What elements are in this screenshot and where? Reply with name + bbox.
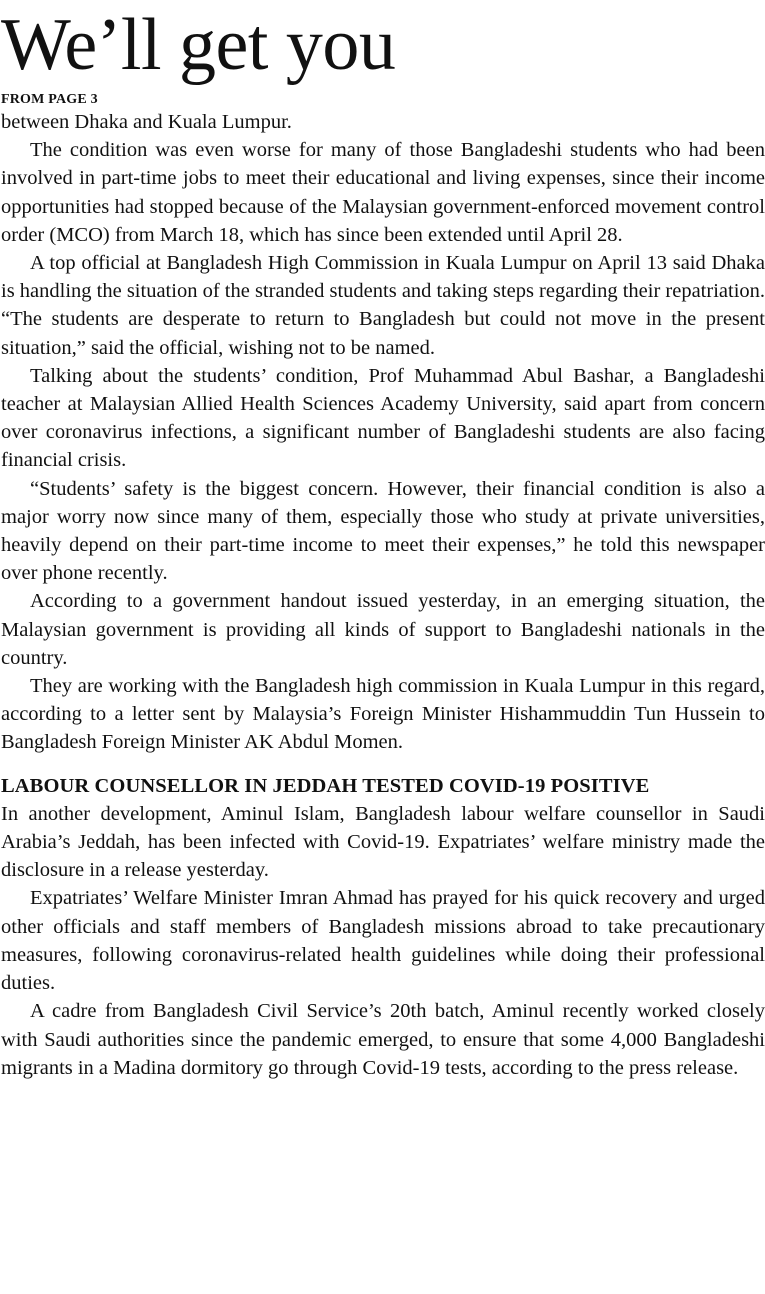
section-body — [1, 800, 765, 1082]
paragraph: “Students’ safety is the biggest concern. However, their financial condition is also a major worry now since many of them, especially those who study at private universities, heavily depend on their part-time income to meet their expenses,” he told this newspaper over phone recently. — [1, 477, 765, 585]
paragraph: Talking about the students’ condition, Prof Muhammad Abul Bashar, a Bangladeshi teacher at Malaysian Allied Health Sciences Academy University, said apart from concern over coronavirus infections, a significant number of Bangladeshi students are also facing financial crisis. — [1, 364, 765, 472]
paragraph: A cadre from Bangladesh Civil Service’s 20th batch, Aminul recently worked closely with Saudi authorities since the pandemic emerged, to ensure that some 4,000 Bangladeshi migrants in a Madina dormitory go through Covid-19 tests, according to the press release. — [1, 1000, 765, 1079]
article-body — [1, 108, 765, 757]
paragraph: According to a government handout issued yesterday, in an emerging situation, the Malaysian government is providing all kinds of support to Bangladeshi nationals in the country. — [1, 590, 765, 669]
paragraph: Expatriates’ Welfare Minister Imran Ahmad has prayed for his quick recovery and urged other officials and staff members of Bangladesh missions abroad to take precautionary measures, following coronavirus-related health guidelines while doing their professional duties. — [1, 887, 765, 995]
paragraph: A top official at Bangladesh High Commission in Kuala Lumpur on April 13 said Dhaka is handling the situation of the stranded students and taking steps regarding their repatriation. “The students are desperate to return to Bangladesh but could not move in the present situation,” said the official, wishing not to be named. — [1, 252, 765, 359]
paragraph: between Dhaka and Kuala Lumpur. — [1, 111, 292, 133]
paragraph: They are working with the Bangladesh high commission in Kuala Lumpur in this regard, according to a letter sent by Malaysia’s Foreign Minister Hishammuddin Tun Hussein to Bangladesh Foreign Minister AK Abdul Momen. — [1, 675, 765, 754]
paragraph: In another development, Aminul Islam, Bangladesh labour welfare counsellor in Saudi Arabia’s Jeddah, has been infected with Covid-19. Expatriates’ welfare ministry made the disclosure in a release yesterday. — [1, 802, 765, 882]
paragraph: The condition was even worse for many of those Bangladeshi students who had been involved in part-time jobs to meet their educational and living expenses, since their income opportunities had stopped because of the Malaysian government-enforced movement control order (MCO) from March 18, which has since been extended until April 28. — [1, 139, 765, 246]
headline: We’ll get you — [1, 4, 396, 86]
subheading: LABOUR COUNSELLOR IN JEDDAH TESTED COVID-19 POSITIVE — [1, 774, 650, 797]
newspaper-page — [0, 4, 765, 1294]
jump-line: FROM PAGE 3 — [1, 92, 98, 107]
